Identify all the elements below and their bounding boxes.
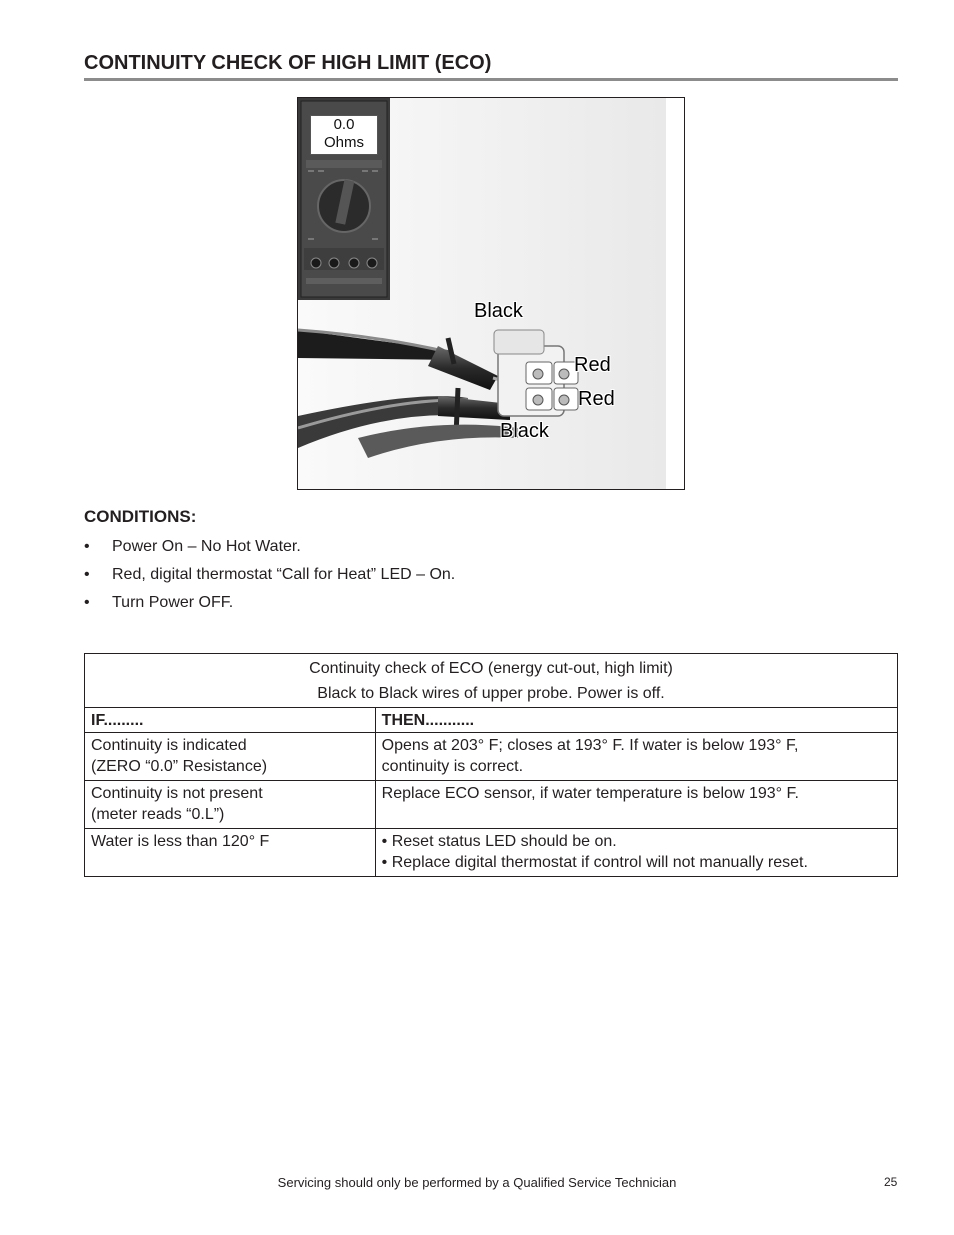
condition-text: Power On – No Hot Water.	[112, 538, 301, 555]
label-red-lower: Red	[578, 388, 615, 410]
table-header-row	[85, 708, 898, 733]
table-caption	[85, 654, 898, 708]
photo-illustration	[298, 98, 684, 489]
column-header-if: IF.........	[85, 708, 376, 733]
cell-line: Replace ECO sensor, if water temperature is below 193° F.	[381, 785, 799, 802]
list-item	[84, 533, 455, 561]
meter-reading-display	[310, 115, 378, 155]
list-item	[84, 589, 455, 617]
label-red-upper: Red	[574, 354, 611, 376]
cell-line: (ZERO “0.0” Resistance)	[91, 758, 268, 775]
footer-disclaimer: Servicing should only be performed by a Qualified Service Technician	[277, 1175, 677, 1190]
cell-line: • Reset status LED should be on.	[381, 833, 617, 850]
page-title: CONTINUITY CHECK OF HIGH LIMIT (ECO)	[84, 51, 898, 81]
condition-text: Red, digital thermostat “Call for Heat” LED – On.	[112, 566, 456, 583]
if-cell	[85, 733, 376, 781]
cell-line: Continuity is not present	[91, 785, 263, 802]
conditions-heading: CONDITIONS:	[84, 507, 197, 526]
table-row	[85, 829, 898, 877]
conditions-list	[84, 533, 455, 617]
if-cell	[85, 829, 376, 877]
then-cell	[375, 829, 897, 877]
table-caption-line: Continuity check of ECO (energy cut-out, high limit)	[309, 660, 673, 677]
label-black-lower: Black	[500, 420, 549, 442]
table-caption-row	[85, 654, 898, 708]
then-cell	[375, 733, 897, 781]
table-row	[85, 781, 898, 829]
then-cell	[375, 781, 897, 829]
bullet: •	[84, 538, 90, 555]
bullet: •	[84, 566, 90, 583]
column-header-then: THEN...........	[375, 708, 897, 733]
table-caption-line: Black to Black wires of upper probe. Power is off.	[317, 685, 665, 702]
eco-troubleshooting-table	[84, 653, 898, 877]
page-number: 25	[884, 1175, 898, 1189]
bullet: •	[84, 594, 90, 611]
meter-reading-unit: Ohms	[323, 134, 364, 151]
list-item	[84, 561, 455, 589]
condition-text: Turn Power OFF.	[112, 594, 234, 611]
cell-line: Opens at 203° F; closes at 193° F. If water is below 193° F,	[381, 737, 799, 754]
meter-reading-value: 0.0	[333, 116, 355, 133]
multimeter-probe-photo	[297, 97, 685, 490]
cell-line: (meter reads “0.L”)	[91, 806, 225, 823]
cell-line: Continuity is indicated	[91, 737, 247, 754]
label-black-upper: Black	[474, 300, 523, 322]
table-row	[85, 733, 898, 781]
cell-line: Water is less than 120° F	[91, 833, 270, 850]
cell-line: • Replace digital thermostat if control will not manually reset.	[381, 854, 808, 871]
if-cell	[85, 781, 376, 829]
cell-line: continuity is correct.	[381, 758, 524, 775]
